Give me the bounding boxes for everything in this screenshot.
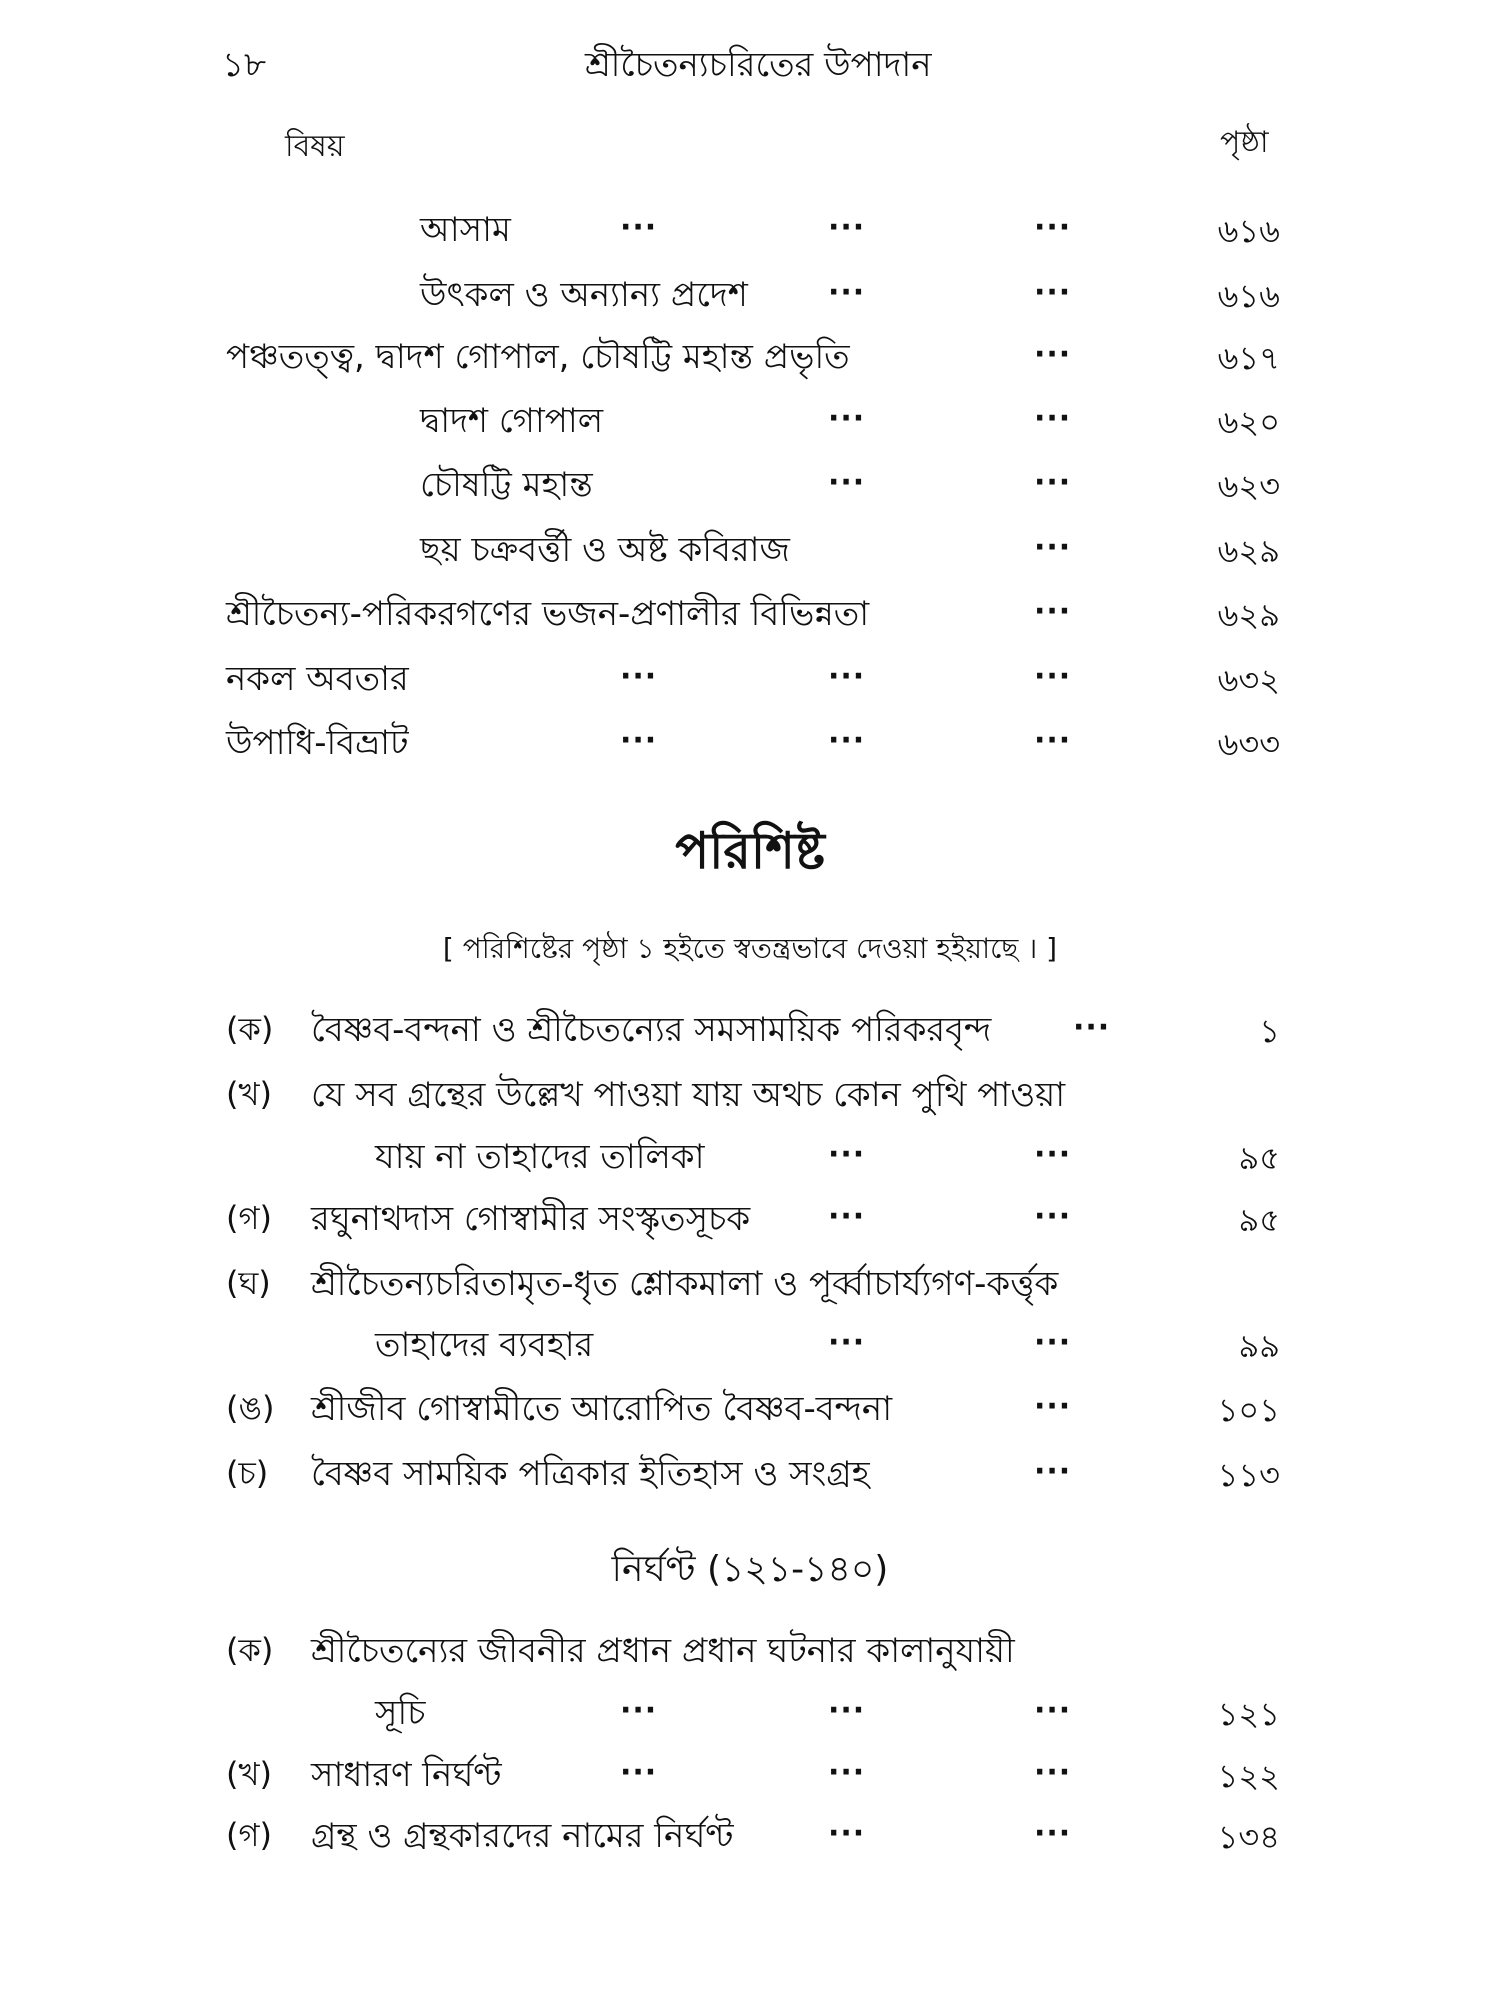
appendix-title: পরিশিষ্ট <box>675 822 825 880</box>
appendix-entry-label: (গ) <box>226 1199 272 1237</box>
leader-dots: ··· <box>1034 723 1072 758</box>
toc-entry-page: ৬৩৩ <box>1217 725 1280 763</box>
toc-entry-page: ৬২৯ <box>1217 596 1280 634</box>
leader-dots: ··· <box>1034 659 1072 694</box>
leader-dots: ··· <box>1034 1755 1072 1790</box>
leader-dots: ··· <box>1034 1693 1072 1728</box>
appendix-entry-text: তাহাদের ব্যবহার <box>375 1325 594 1365</box>
leader-dots: ··· <box>1034 401 1072 436</box>
toc-entry-text: উৎকল ও অন্যান্য প্রদেশ <box>420 275 748 315</box>
toc-entry-text: উপাধি-বিভ্রাট <box>226 723 409 763</box>
index-entry-label: (খ) <box>226 1755 272 1793</box>
leader-dots: ··· <box>620 210 658 245</box>
leader-dots: ··· <box>1034 210 1072 245</box>
toc-entry-text: ছয় চক্রবর্ত্তী ও অষ্ট কবিরাজ <box>420 530 790 570</box>
leader-dots: ··· <box>1073 1010 1111 1045</box>
appendix-entry-label: (খ) <box>226 1075 272 1113</box>
leader-dots: ··· <box>620 1693 658 1728</box>
leader-dots: ··· <box>828 723 866 758</box>
index-title: নির্ঘণ্ট (১২১-১৪০) <box>611 1549 889 1590</box>
appendix-entry-label: (ঘ) <box>226 1264 271 1302</box>
leader-dots: ··· <box>828 1199 866 1234</box>
appendix-entry-label: (ঙ) <box>226 1389 275 1427</box>
appendix-entry-page: ৯৫ <box>1238 1201 1280 1239</box>
index-entry-text: শ্রীচৈতন্যের জীবনীর প্রধান প্রধান ঘটনার কালানুযায়ী <box>311 1631 1015 1671</box>
column-subject-label: বিষয় <box>285 129 345 164</box>
leader-dots: ··· <box>1034 275 1072 310</box>
toc-entry-text: নকল অবতার <box>226 659 409 699</box>
toc-entry-text: চৌষট্টি মহান্ত <box>420 465 593 505</box>
leader-dots: ··· <box>1034 1816 1072 1851</box>
toc-entry-page: ৬২৩ <box>1217 467 1280 505</box>
leader-dots: ··· <box>1034 1389 1072 1424</box>
column-page-label: পৃষ্ঠা <box>1220 125 1269 160</box>
appendix-entry-text: বৈষ্ণব-বন্দনা ও শ্রীচৈতন্যের সমসাময়িক পরিকরবৃন্দ <box>311 1010 992 1050</box>
index-entry-page: ১২১ <box>1217 1695 1280 1733</box>
appendix-entry-label: (ক) <box>226 1010 274 1048</box>
index-entry-text: গ্রন্থ ও গ্রন্থকারদের নামের নির্ঘণ্ট <box>311 1816 734 1856</box>
leader-dots: ··· <box>828 1816 866 1851</box>
toc-entry-text: পঞ্চতত্ত্ব, দ্বাদশ গোপাল, চৌষট্টি মহান্ত প্রভৃতি <box>226 337 850 377</box>
leader-dots: ··· <box>1034 530 1072 565</box>
toc-entry-page: ৬১৬ <box>1217 212 1280 250</box>
leader-dots: ··· <box>828 1755 866 1790</box>
leader-dots: ··· <box>620 723 658 758</box>
running-title: শ্রীচৈতন্যচরিতের উপাদান <box>585 45 932 85</box>
leader-dots: ··· <box>1034 594 1072 629</box>
toc-entry-text: আসাম <box>420 210 511 250</box>
appendix-entry-text: যে সব গ্রন্থের উল্লেখ পাওয়া যায় অথচ কোন পুথি পাওয়া <box>311 1075 1066 1115</box>
toc-entry-page: ৬১৭ <box>1217 339 1280 377</box>
leader-dots: ··· <box>828 1693 866 1728</box>
index-entry-text: সাধারণ নির্ঘণ্ট <box>311 1755 502 1795</box>
appendix-entry-page: ১ <box>1259 1012 1280 1050</box>
appendix-entry-page: ৯৫ <box>1238 1139 1280 1177</box>
appendix-entry-page: ৯৯ <box>1238 1327 1280 1365</box>
appendix-entry-page: ১১৩ <box>1217 1456 1280 1494</box>
toc-entry-page: ৬১৬ <box>1217 277 1280 315</box>
appendix-entry-text: যায় না তাহাদের তালিকা <box>375 1137 705 1177</box>
running-page-number: ১৮ <box>222 45 267 85</box>
index-entry-label: (ক) <box>226 1631 274 1669</box>
appendix-entry-text: বৈষ্ণব সাময়িক পত্রিকার ইতিহাস ও সংগ্রহ <box>311 1454 870 1494</box>
toc-entry-text: দ্বাদশ গোপাল <box>420 401 604 441</box>
leader-dots: ··· <box>1034 1137 1072 1172</box>
toc-entry-page: ৬৩২ <box>1217 661 1280 699</box>
toc-entry-page: ৬২৯ <box>1217 532 1280 570</box>
leader-dots: ··· <box>1034 1454 1072 1489</box>
appendix-entry-label: (চ) <box>226 1454 269 1492</box>
leader-dots: ··· <box>1034 465 1072 500</box>
index-entry-label: (গ) <box>226 1816 272 1854</box>
leader-dots: ··· <box>1034 1325 1072 1360</box>
appendix-entry-text: রঘুনাথদাস গোস্বামীর সংস্কৃতসূচক <box>311 1199 751 1239</box>
leader-dots: ··· <box>828 275 866 310</box>
index-entry-page: ১২২ <box>1217 1757 1280 1795</box>
leader-dots: ··· <box>1034 337 1072 372</box>
toc-entry-page: ৬২০ <box>1217 403 1280 441</box>
index-entry-page: ১৩৪ <box>1217 1818 1280 1856</box>
appendix-entry-text: শ্রীচৈতন্যচরিতামৃত-ধৃত শ্লোকমালা ও পূর্ব্বাচার্য্যগণ-কর্ত্তৃক <box>311 1264 1059 1304</box>
leader-dots: ··· <box>1034 1199 1072 1234</box>
leader-dots: ··· <box>828 465 866 500</box>
leader-dots: ··· <box>828 1325 866 1360</box>
leader-dots: ··· <box>828 210 866 245</box>
toc-entry-text: শ্রীচৈতন্য-পরিকরগণের ভজন-প্রণালীর বিভিন্নতা <box>226 594 870 634</box>
appendix-entry-page: ১০১ <box>1217 1391 1280 1429</box>
appendix-entry-text: শ্রীজীব গোস্বামীতে আরোপিত বৈষ্ণব-বন্দনা <box>311 1389 893 1429</box>
leader-dots: ··· <box>828 1137 866 1172</box>
index-entry-text: সূচি <box>375 1693 426 1733</box>
appendix-note: [ পরিশিষ্টের পৃষ্ঠা ১ হইতে স্বতন্ত্রভাবে দেওয়া হইয়াছে । ] <box>442 932 1058 965</box>
leader-dots: ··· <box>828 401 866 436</box>
leader-dots: ··· <box>620 659 658 694</box>
leader-dots: ··· <box>828 659 866 694</box>
leader-dots: ··· <box>620 1755 658 1790</box>
